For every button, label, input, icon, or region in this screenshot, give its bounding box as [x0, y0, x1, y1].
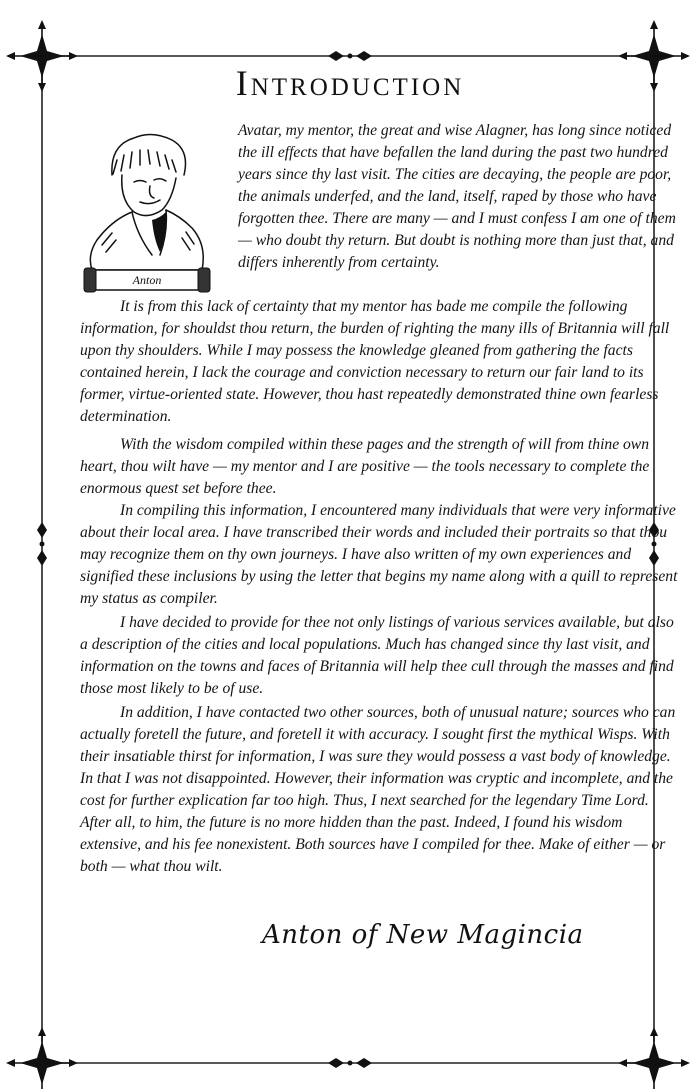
diamond-icon: [37, 550, 47, 566]
star-crossbar: [624, 1033, 684, 1089]
diamond-icon: [356, 1058, 372, 1068]
body-paragraph: In compiling this information, I encountered many individuals that were very informative about their local area. I have transcribed their words and included their portraits so that thou may recognize them on thy own journeys. I have also written of my own experiences and signified these inclusions by using the letter that begins my name along with a quill to represent my status as compiler.: [80, 502, 678, 607]
portrait-illustration-icon: [72, 120, 222, 295]
page-title: Introduction: [235, 63, 465, 103]
diamond-icon: [37, 522, 47, 538]
diamond-icon: [328, 51, 344, 61]
body-paragraph: It is from this lack of certainty that my mentor has bade me compile the following information, for shouldst thou return, the burden of righting the many ills of Britannia will fall upon thy shoulders. While I may possess the knowledge gleaned from gathering the facts contained herein, I lack the courage and conviction necessary to return our fair land to its former, virtue-oriented state. However, thou hast repeatedly demonstrated thine own fearless determination.: [80, 298, 670, 425]
intro-paragraph: Avatar, my mentor, the great and wise Alagner, has long since noticed the ill effects that have befallen the land during the past two hundred years since thy last visit. The cities are decaying, the people are poor, the animals underfed, and the land, itself, raped by those who have forgotten thee. There are many — and I must confess I am one of them — who doubt thy return. But doubt is nothing more than just that, and differs inherently from certainty.: [238, 122, 676, 271]
dot-icon: [348, 54, 353, 59]
dot-icon: [348, 1061, 353, 1066]
dot-icon: [40, 542, 45, 547]
diamond-icon: [328, 1058, 344, 1068]
body-paragraph: I have decided to provide for thee not only listings of various services available, but also a description of the cities and local populations. Much has changed since thy last visit, and information on the towns and faces of Britannia will help thee cull through the masses and find those most likely to be of use.: [80, 614, 674, 697]
body-paragraph: With the wisdom compiled within these pages and the strength of will from thine own heart, thou wilt have — my mentor and I are positive — the tools necessary to complete the enormous quest set before thee.: [80, 436, 650, 497]
portrait-caption: Anton: [132, 273, 162, 287]
portrait-figure: [72, 120, 222, 295]
star-crossbar: [12, 1033, 72, 1089]
diamond-icon: [356, 51, 372, 61]
signature: [262, 920, 582, 970]
signature-text: Anton of New Magincia: [262, 920, 584, 950]
body-paragraph: In addition, I have contacted two other sources, both of unusual nature; sources who can actually foretell the future, and foretell it with accuracy. I sought first the mythical Wisps. With their insatiable thirst for information, I was sure they would possess a vast body of knowledge. In that I was not disappointed. However, their information was cryptic and incomplete, and the cost for further explication far too high. Thus, I next searched for the legendary Time Lord. After all, to him, the future is no more hidden than the past. Indeed, I found his wisdom extensive, and his fee nonexistent. Both sources have I compiled for thee. Make of either — or both — what thou wilt.: [80, 704, 676, 875]
